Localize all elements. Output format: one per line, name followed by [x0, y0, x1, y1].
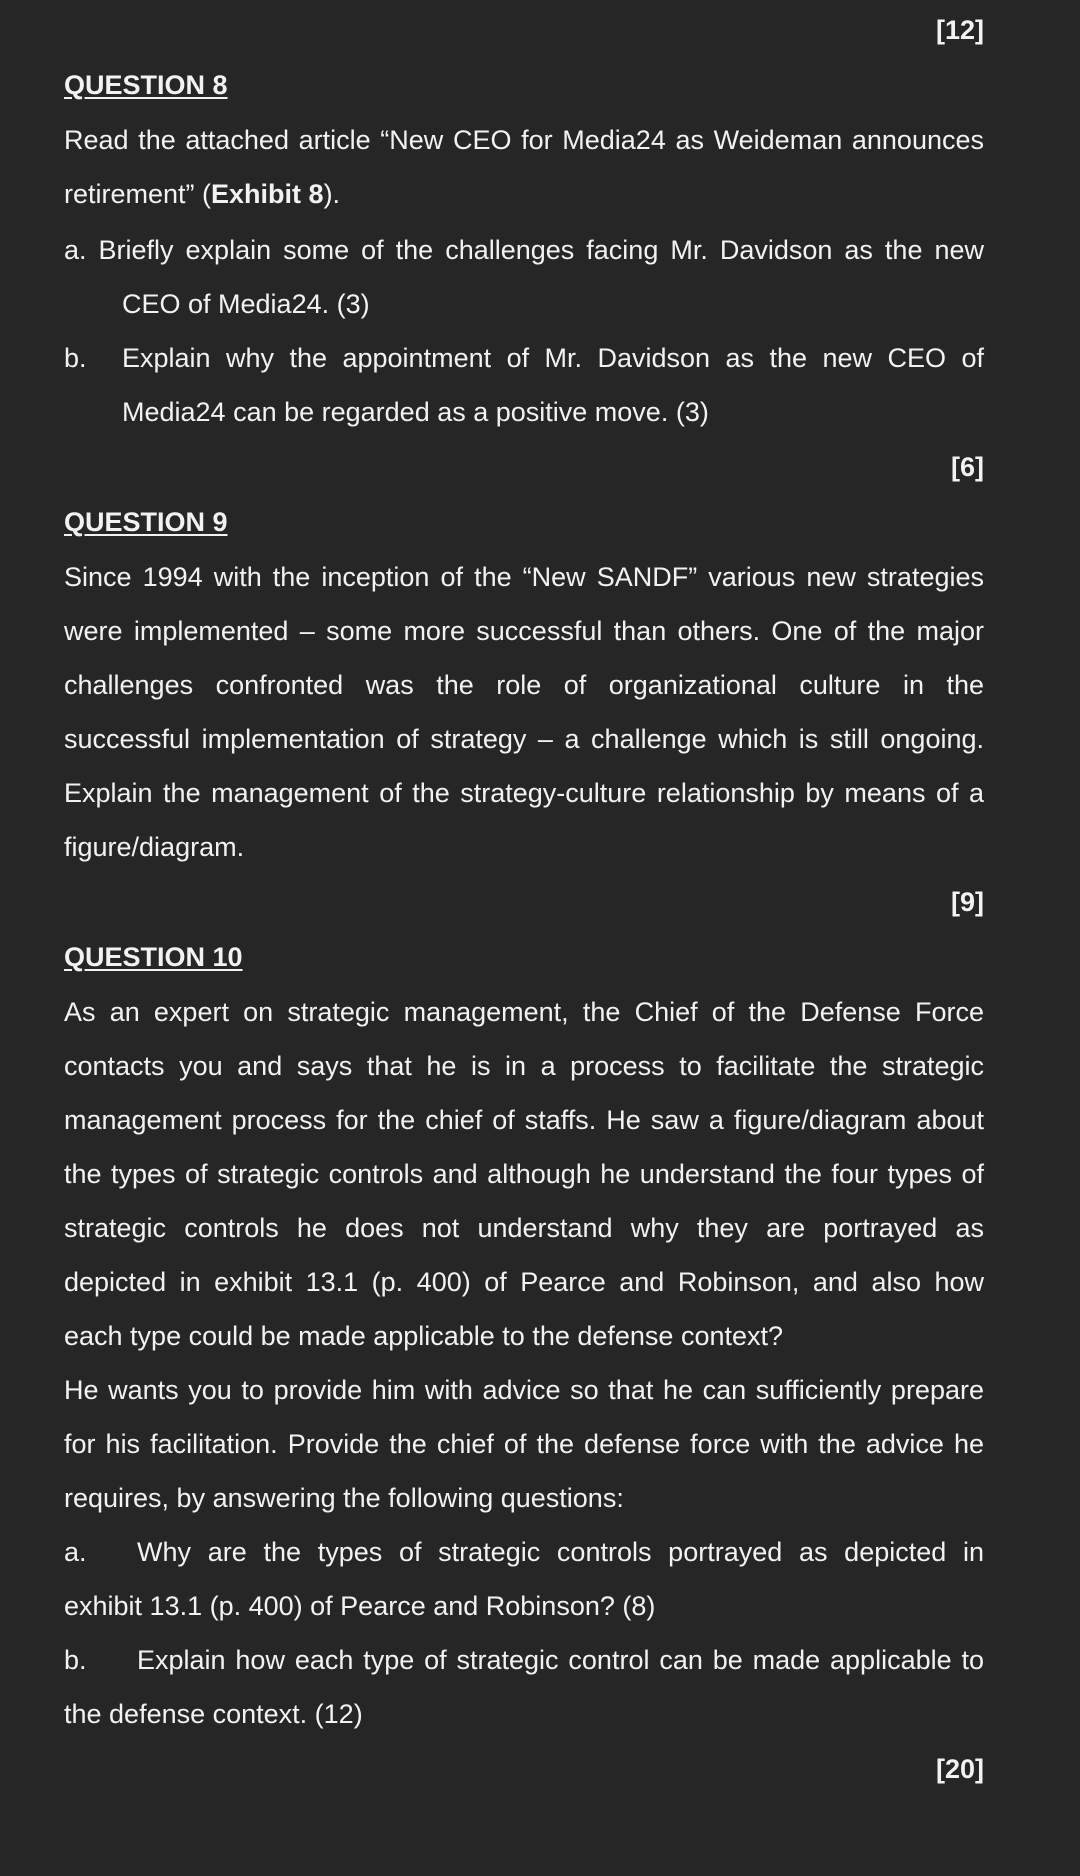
- question-9-line: Since 1994 with the inception of the “New SANDF” various new strategies: [64, 562, 984, 592]
- question-9-line: Explain the management of the strategy-culture relationship by means of a: [64, 778, 984, 808]
- question-8-marks: [6]: [951, 452, 984, 482]
- question-10-paragraph-1-line: depicted in exhibit 13.1 (p. 400) of Pearce and Robinson, and also how: [64, 1267, 984, 1297]
- question-8-intro-line-1: Read the attached article “New CEO for Media24 as Weideman announces: [64, 125, 984, 155]
- question-8a-line-2: CEO of Media24. (3): [122, 289, 370, 319]
- question-10-paragraph-2-line: for his facilitation. Provide the chief of the defense force with the advice he: [64, 1429, 984, 1459]
- question-8-title: QUESTION 8: [64, 70, 228, 100]
- question-10b-line-2: the defense context. (12): [64, 1699, 363, 1729]
- question-9-title: QUESTION 9: [64, 507, 228, 537]
- question-10-title: QUESTION 10: [64, 942, 243, 972]
- question-10-paragraph-1-line: the types of strategic controls and although he understand the four types of: [64, 1159, 984, 1189]
- question-8a-line-1: a. Briefly explain some of the challenges facing Mr. Davidson as the new: [64, 235, 984, 265]
- question-10a-line-1: Why are the types of strategic controls portrayed as depicted in: [137, 1537, 984, 1567]
- question-10b-label: b.: [64, 1645, 87, 1675]
- previous-question-marks: [12]: [935, 15, 984, 45]
- question-10-marks: [20]: [935, 1754, 984, 1784]
- question-10-paragraph-2-line: He wants you to provide him with advice so that he can sufficiently prepare: [64, 1375, 984, 1405]
- question-8-intro-end: ).: [323, 179, 341, 209]
- question-9-line: challenges confronted was the role of organizational culture in the: [64, 670, 984, 700]
- question-9-marks: [9]: [951, 887, 984, 917]
- question-8b-label: b.: [64, 343, 87, 373]
- question-10-paragraph-1-line: management process for the chief of staffs. He saw a figure/diagram about: [64, 1105, 984, 1135]
- question-10-paragraph-1-line: each type could be made applicable to the defense context?: [64, 1321, 784, 1351]
- question-9-line: successful implementation of strategy – a challenge which is still ongoing.: [64, 724, 984, 754]
- question-8b-line-1: Explain why the appointment of Mr. Davidson as the new CEO of: [122, 343, 984, 373]
- exhibit-8-reference: Exhibit 8: [211, 179, 324, 209]
- question-10-paragraph-1-line: strategic controls he does not understand why they are portrayed as: [64, 1213, 984, 1243]
- question-8-intro-line-2: [64, 178, 340, 210]
- question-10b-line-1: Explain how each type of strategic control can be made applicable to: [137, 1645, 984, 1675]
- question-10-paragraph-2-line: requires, by answering the following questions:: [64, 1483, 624, 1513]
- question-10a-line-2: exhibit 13.1 (p. 400) of Pearce and Robinson? (8): [64, 1591, 656, 1621]
- question-8b-line-2: Media24 can be regarded as a positive move. (3): [122, 397, 709, 427]
- question-10-paragraph-1-line: As an expert on strategic management, the Chief of the Defense Force: [64, 997, 984, 1027]
- question-10a-label: a.: [64, 1537, 87, 1567]
- question-8-intro-text: retirement” (: [64, 179, 212, 209]
- question-9-line: figure/diagram.: [64, 832, 245, 862]
- question-9-line: were implemented – some more successful than others. One of the major: [64, 616, 984, 646]
- question-10-paragraph-1-line: contacts you and says that he is in a process to facilitate the strategic: [64, 1051, 984, 1081]
